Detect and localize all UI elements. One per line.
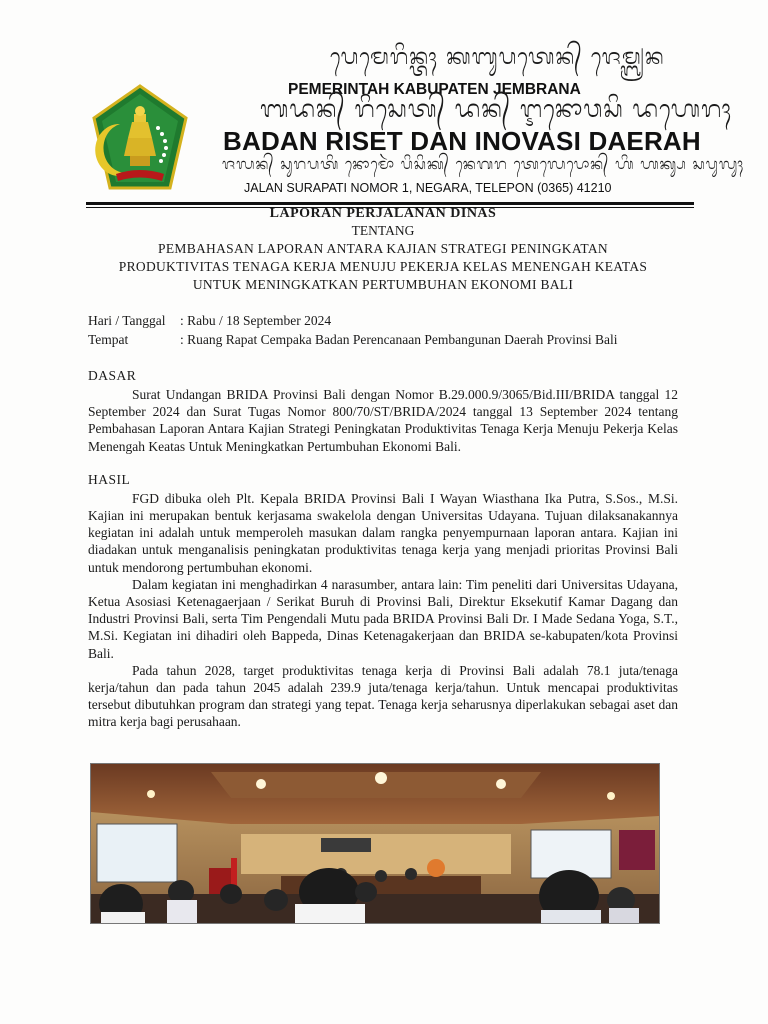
agency-name-heading: BADAN RISET DAN INOVASI DAERAH [223, 126, 701, 156]
hasil-paragraph-2: Dalam kegiatan ini menghadirkan 4 narasumber, antara lain: Tim peneliti dari Universitas Udayana, Ketua Asosiasi Ketenagaerjaan / Serikat Buruh di Provinsi Bali, Direktur Eksekutif Kamar Dagang dan Industri Provinsi Bali, serta Tim Pengendali Mutu pada BRIDA Provinsi Bali Dr. I Made Sedana Yoga, S.T., M.Si. Kegiatan ini dihadiri oleh Bappeda, Dinas Ketenagakerjaan dan BRIDA se-kabupaten/kota Provinsi Bali. [88, 576, 678, 661]
letterhead-rule-thick [86, 202, 694, 205]
meta-date-label: Hari / Tanggal [88, 313, 166, 328]
meta-date-value: : Rabu / 18 September 2024 [180, 313, 332, 328]
hasil-heading: HASIL [88, 471, 131, 487]
jembrana-emblem-icon [92, 84, 188, 190]
report-subject-line-1: PEMBAHASAN LAPORAN ANTARA KAJIAN STRATEGI PENINGKATAN [158, 241, 608, 256]
balinese-script-line-1: ᬧᬾᬫᬾᬭᬶᬦ᭄ᬢᬄ ᬓᬩᬸᬧᬢᬾᬦ᭄ ᬚᬾᬫ᭄ᬩ᭄ᬭᬦ [330, 45, 665, 70]
dasar-paragraph: Surat Undangan BRIDA Provinsi Bali dengan Nomor B.29.000.9/3065/Bid.III/BRIDA tanggal 12 September 2024 dan Surat Tugas Nomor 800/70/ST/BRIDA/2024 tanggal 13 September 2024 tentang Pembahasan Laporan Antara Kajian Strategi Peningkatan Produktivitas Tenaga Kerja Menuju Pekerja Kelas Menengah Keatas Untuk Meningkatkan Pertumbuhan Ekonomi Bali. [88, 387, 678, 454]
meta-place-value: : Ruang Rapat Cempaka Badan Perencanaan Pembangunan Daerah Provinsi Bali [180, 332, 618, 347]
document-body [88, 206, 678, 731]
meta-date-row [88, 313, 678, 332]
meeting-photo [90, 763, 660, 924]
report-subject-line-3: UNTUK MENINGKATKAN PERTUMBUHAN EKONOMI BALI [192, 277, 574, 292]
meta-place-row [88, 332, 678, 351]
report-tentang: TENTANG [351, 223, 415, 238]
balinese-script-line-3: ᬚᬮᬦ᭄ ᬲᬸᬭᬧᬢᬶ ᬦᭀᬫᭀᬃ ᬧᬶᬲᬶᬓ᭄ ᬦᬾᬕᬭ ᬢᬾᬮᬾᬧᭀᬦ᭄ ᬳᬶ ᬳᬓ᭄ᬲ ᬲᬧᬸᬮᬸᬄ [222, 155, 745, 173]
meta-block [88, 313, 678, 351]
hasil-paragraph-1: FGD dibuka oleh Plt. Kepala BRIDA Provinsi Bali I Wayan Wiasthana Ika Putra, S.Sos., M.Si. Kajian ini merupakan bentuk kerjasama swakelola dengan Universitas Udayana. Tujuan dilaksanakannya kegiatan ini adalah untuk memperoleh masukan dalam rangka penyempurnaan laporan antara. Kajian ini diadakan untuk menganalisis peningkatan produktivitas tenaga kerja yang menjadi prioritas Provinsi Bali untuk mendorong pertumbuhan ekonomi. [88, 490, 678, 575]
meta-place-label: Tempat [88, 332, 129, 347]
pemerintah-heading: PEMERINTAH KABUPATEN JEMBRANA [288, 81, 581, 98]
dasar-heading: DASAR [88, 368, 137, 383]
report-title: LAPORAN PERJALANAN DINAS [269, 206, 497, 221]
address-line: JALAN SURAPATI NOMOR 1, NEGARA, TELEPON (0365) 41210 [244, 181, 612, 195]
hasil-paragraph-3: Pada tahun 2028, target produktivitas tenaga kerja di Provinsi Bali adalah 78.1 juta/tenaga kerja/tahun dan pada tahun 2045 adalah 239.9 juta/tenaga kerja/tahun. Untuk mencapai produktivitas tersebut dibutuhkan program dan strategi yang tepat. Tenaga kerja seharusnya diperlakukan sebagai aset dan mitra kerja bagi perusahaan. [88, 662, 678, 730]
letterhead [90, 40, 745, 205]
balinese-script-line-2: ᬩᬤᬦ᭄ ᬭᬶᬲᬾᬢ᭄ ᬤᬦ᭄ ᬇᬦᭀᬯᬲᬶ ᬤᬳᬾᬭᬄ [260, 95, 733, 123]
report-subject-line-2: PRODUKTIVITAS TENAGA KERJA MENUJU PEKERJA KELAS MENENGAH KEATAS [118, 259, 648, 274]
